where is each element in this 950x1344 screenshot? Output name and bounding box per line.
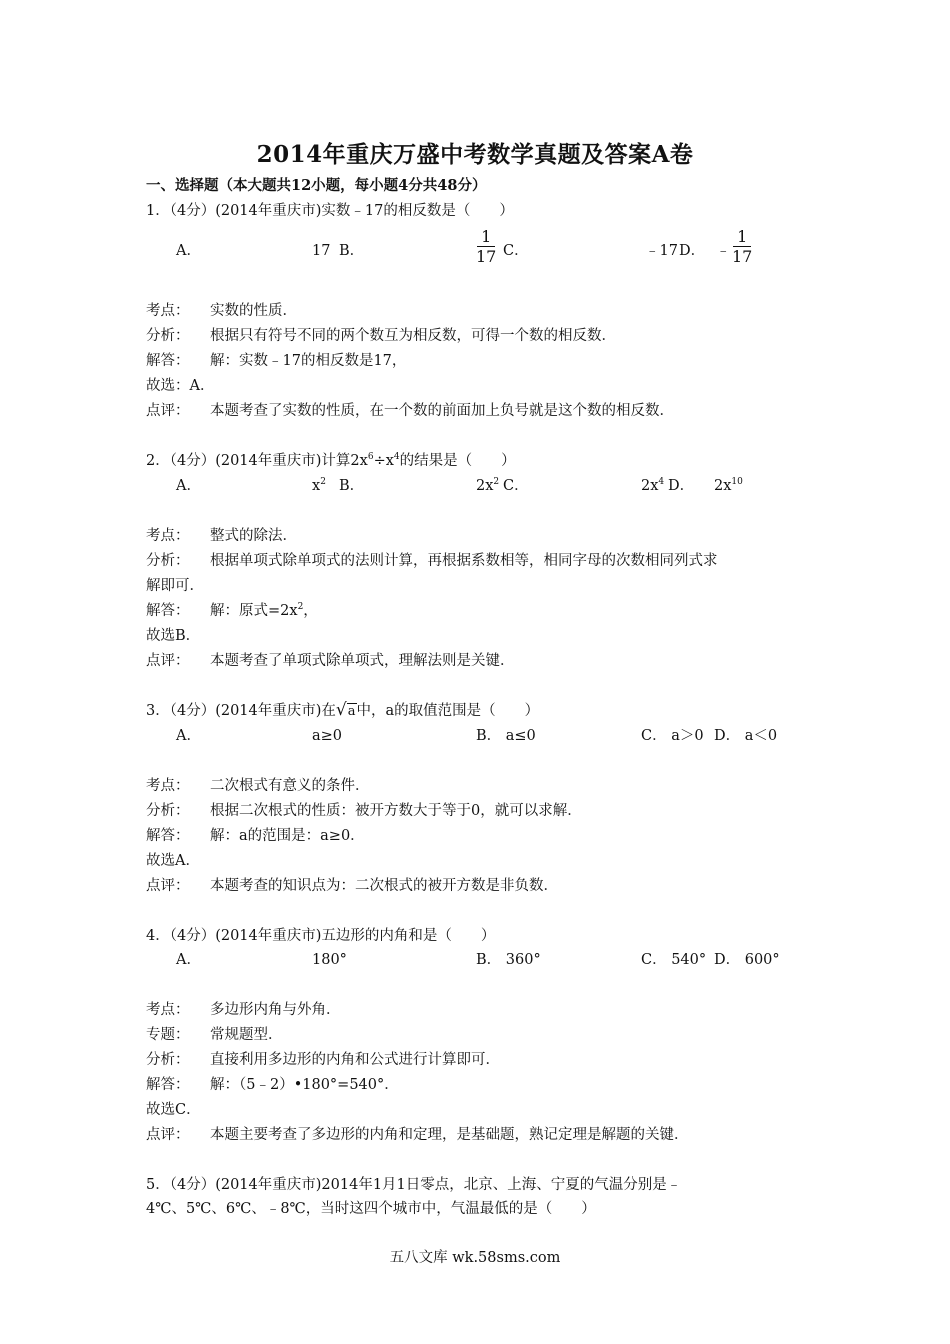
q2-jieda-text: ， [303,603,318,619]
q2-stem-exponent: 4 [393,452,400,462]
q1-option-c-label: C． [503,243,529,259]
q3-option-b: B． a≤0 [476,728,536,744]
label-fenxi: 分析： [146,803,190,819]
q1-fenxi [146,326,616,346]
q3-option-c: C． a＞0 [641,728,704,744]
q4-jieda-text: 解：（5﹣2）•180°=540°． [210,1077,399,1093]
q3-jieda-text: 解：a的范围是：a≥0． [210,828,365,844]
q1-option-b-fraction [476,228,496,267]
q1-stem: 1．（4分）(2014年重庆市)实数﹣17的相反数是（ ） [146,203,514,219]
q3-stem-part: 中，a的取值范围是（ ） [356,703,540,719]
q3-radicand: a [347,704,356,719]
q2-option-c-base: 2x [641,478,659,494]
q2-option-d-base: 2x [714,478,732,494]
q4-kaodian [146,1000,341,1020]
q4-option-d: D． 600° [714,952,780,968]
q2-answer: 故选B． [146,628,201,644]
q3-stem [146,701,539,721]
q2-fenxi-continued: 解即可． [146,578,204,594]
q1-option-d-fraction [732,228,752,267]
q2-dianping-text: 本题考查了单项式除单项式，理解法则是关键． [210,653,515,669]
page-title: 2014年重庆万盛中考数学真题及答案A卷 [256,141,694,168]
q1-option-d-denominator: 17 [732,247,753,266]
q1-answer: 故选：A． [146,378,215,394]
label-jieda: 解答： [146,603,190,619]
q4-jieda [146,1075,399,1095]
q2-stem-part: 的结果是（ ） [399,453,516,469]
sqrt-icon: √ [335,700,347,720]
q2-option-d-label: D． [668,478,695,494]
section-header: 一、选择题（本大题共12小题，每小题4分共48分） [146,177,487,194]
label-kaodian: 考点： [146,303,190,319]
q2-stem-part: ÷x [373,453,394,469]
q1-fenxi-text: 根据只有符号不同的两个数互为相反数，可得一个数的相反数． [210,328,616,344]
q4-option-b: B． 360° [476,952,541,968]
q1-option-d-sign: ﹣ [716,243,731,259]
q3-stem-part: 3．（4分）(2014年重庆市)在 [146,703,336,719]
q4-fenxi [146,1050,500,1070]
q4-zhuanti [146,1025,283,1045]
q4-dianping-text: 本题主要考查了多边形的内角和定理，是基础题，熟记定理是解题的关键． [210,1127,689,1143]
q2-option-a-exponent: 2 [320,477,326,487]
q2-jieda-exponent: 2 [297,602,304,612]
q3-jieda [146,826,365,846]
q3-option-a-value: a≥0 [312,728,343,744]
q4-stem: 4．（4分）(2014年重庆市)五边形的内角和是（ ） [146,928,496,944]
q2-kaodian [146,526,297,546]
label-jieda: 解答： [146,1077,190,1093]
q1-option-b-label: B． [339,243,365,259]
label-dianping: 点评： [146,653,190,669]
q1-option-a-label: A． [176,243,201,259]
q2-dianping [146,651,515,671]
label-kaodian: 考点： [146,778,190,794]
q3-kaodian [146,776,370,796]
q2-option-c-label: C． [503,478,529,494]
q2-option-c-value [641,476,664,496]
q1-jieda-text: 解：实数﹣17的相反数是17， [210,353,407,369]
q4-answer: 故选C． [146,1102,201,1118]
q3-answer: 故选A． [146,853,200,869]
q2-option-c-exponent: 4 [658,477,665,487]
q4-kaodian-text: 多边形内角与外角． [210,1002,341,1018]
q3-option-d: D． a＜0 [714,728,778,744]
q2-stem [146,451,516,471]
q1-option-b-denominator: 17 [476,247,497,266]
label-dianping: 点评： [146,878,190,894]
label-kaodian: 考点： [146,1002,190,1018]
q1-kaodian-text: 实数的性质． [210,303,297,319]
q3-fenxi [146,801,582,821]
q4-option-c: C． 540° [641,952,707,968]
q1-dianping-text: 本题考查了实数的性质，在一个数的前面加上负号就是这个数的相反数． [210,403,674,419]
q2-option-b-base: 2x [476,478,494,494]
label-jieda: 解答： [146,353,190,369]
q2-option-a-value [312,476,326,496]
q4-option-a-label: A． [176,952,201,968]
q5-stem-continued: 4℃、5℃、6℃、﹣8℃，当时这四个城市中，气温最低的是（ ） [146,1201,596,1217]
q2-stem-part: 2．（4分）(2014年重庆市)计算2x [146,453,368,469]
q1-option-d-label: D． [679,243,706,259]
label-dianping: 点评： [146,403,190,419]
q1-option-d-numerator: 1 [737,227,748,246]
q3-dianping [146,876,558,896]
page-footer: 五八文库 wk.58sms.com [389,1250,561,1266]
q3-kaodian-text: 二次根式有意义的条件． [210,778,370,794]
q4-dianping [146,1125,689,1145]
q1-option-c-value: ﹣17 [645,243,678,259]
label-fenxi: 分析： [146,553,190,569]
q2-fenxi-text: 根据单项式除单项式的法则计算，再根据系数相等，相同字母的次数相同列式求 [210,553,718,569]
q3-fenxi-text: 根据二次根式的性质：被开方数大于等于0，就可以求解． [210,803,582,819]
q2-option-d-exponent: 10 [731,477,743,487]
q1-dianping [146,401,674,421]
q2-option-b-label: B． [339,478,365,494]
q2-option-d-value [714,476,743,496]
q2-option-a-base: x [312,478,321,494]
q2-stem-exponent: 6 [367,452,374,462]
q2-option-b-value [476,476,499,496]
q2-fenxi [146,551,718,571]
q4-zhuanti-text: 常规题型． [210,1027,283,1043]
label-dianping: 点评： [146,1127,190,1143]
label-kaodian: 考点： [146,528,190,544]
q2-option-a-label: A． [176,478,201,494]
label-zhuanti: 专题： [146,1027,190,1043]
q2-jieda-text: 解：原式=2x [210,603,298,619]
label-fenxi: 分析： [146,328,190,344]
q4-fenxi-text: 直接利用多边形的内角和公式进行计算即可． [210,1052,500,1068]
q1-option-b-numerator: 1 [481,227,492,246]
q2-option-b-exponent: 2 [493,477,500,487]
q1-option-a-value: 17 [312,243,331,259]
q1-jieda [146,351,406,371]
q2-kaodian-text: 整式的除法． [210,528,297,544]
q4-option-a-value: 180° [312,952,347,968]
q2-jieda [146,601,318,621]
q5-stem: 5．（4分）(2014年重庆市)2014年1月1日零点，北京、上海、宁夏的气温分别是﹣ [146,1177,682,1193]
label-fenxi: 分析： [146,1052,190,1068]
label-jieda: 解答： [146,828,190,844]
q1-kaodian [146,301,297,321]
q3-option-a-label: A． [176,728,201,744]
q3-dianping-text: 本题考查的知识点为：二次根式的被开方数是非负数． [210,878,558,894]
